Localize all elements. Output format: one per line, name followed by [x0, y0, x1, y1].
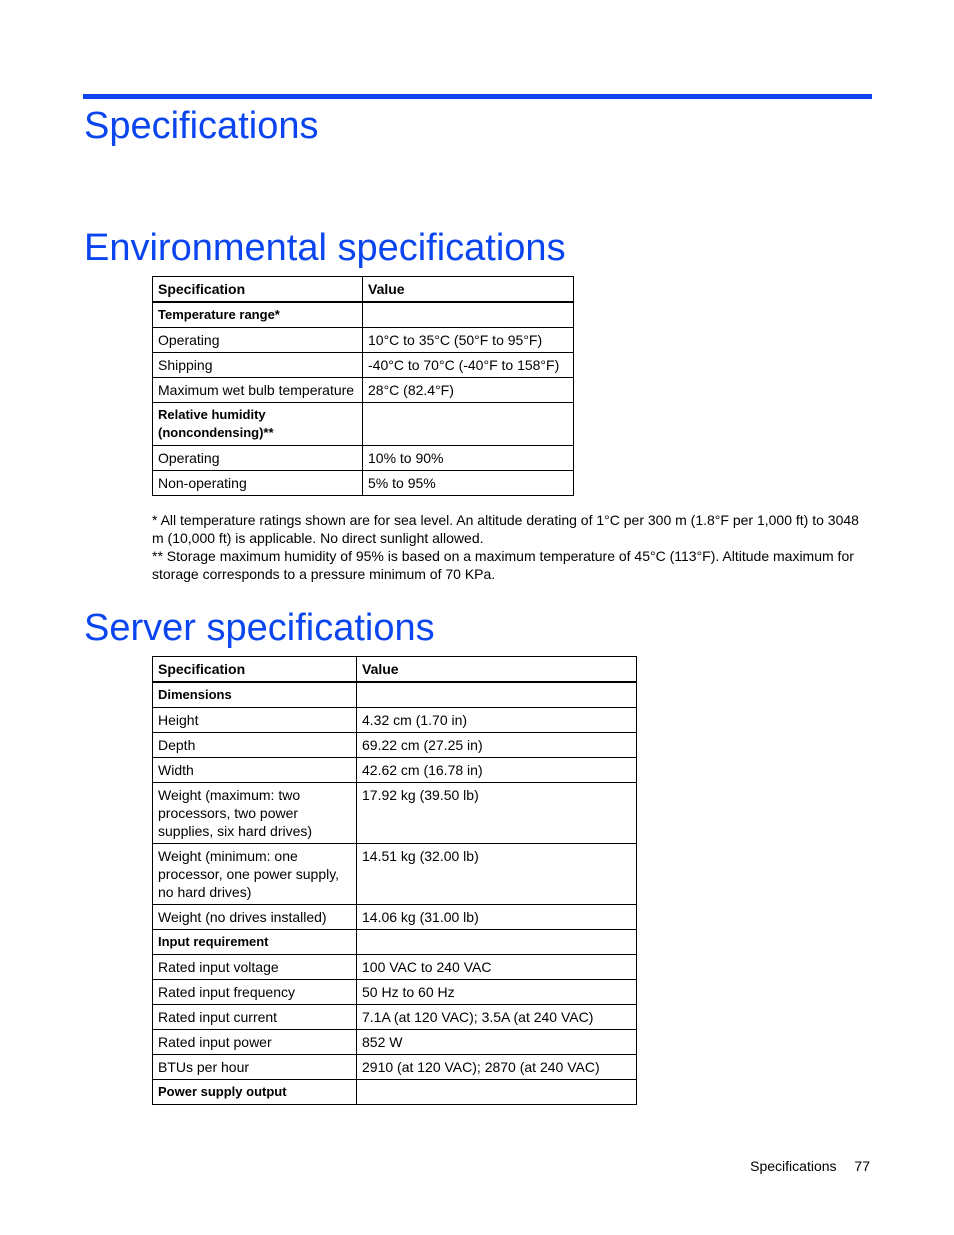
- row-label: Weight (no drives installed): [153, 905, 357, 930]
- footer-section: Specifications: [750, 1158, 837, 1174]
- table-row: [153, 905, 637, 930]
- row-label: BTUs per hour: [153, 1055, 357, 1080]
- row-value: 42.62 cm (16.78 in): [357, 758, 637, 783]
- env-specs-heading: Environmental specifications: [84, 227, 566, 269]
- row-value: 50 Hz to 60 Hz: [357, 980, 637, 1005]
- env-specs-table: [152, 276, 574, 496]
- table-row: [153, 403, 574, 446]
- row-value: [363, 302, 574, 328]
- env-table-body: [153, 302, 574, 496]
- server-table-body: [153, 682, 637, 1105]
- header-specification: Specification: [153, 657, 357, 683]
- footnote-humidity: ** Storage maximum humidity of 95% is based on a maximum temperature of 45°C (113°F). Altitude maximum for storage corresponds to a pressure minimum of 70 KPa.: [152, 548, 854, 582]
- row-value: [363, 403, 574, 446]
- row-label: Rated input voltage: [153, 955, 357, 980]
- server-specs-heading: Server specifications: [84, 607, 435, 649]
- row-label: Weight (maximum: two processors, two power supplies, six hard drives): [153, 783, 357, 844]
- row-label: Temperature range*: [153, 302, 363, 328]
- table-row: [153, 302, 574, 328]
- table-row: [153, 1080, 637, 1105]
- row-label: Rated input frequency: [153, 980, 357, 1005]
- row-value: 17.92 kg (39.50 lb): [357, 783, 637, 844]
- table-row: [153, 980, 637, 1005]
- row-value: -40°C to 70°C (-40°F to 158°F): [363, 353, 574, 378]
- table-row: [153, 471, 574, 496]
- server-specs-table: [152, 656, 637, 1105]
- row-label: Shipping: [153, 353, 363, 378]
- row-label: Non-operating: [153, 471, 363, 496]
- table-row: [153, 682, 637, 708]
- table-row: [153, 844, 637, 905]
- row-value: 5% to 95%: [363, 471, 574, 496]
- row-value: 852 W: [357, 1030, 637, 1055]
- table-row: [153, 733, 637, 758]
- row-value: 7.1A (at 120 VAC); 3.5A (at 240 VAC): [357, 1005, 637, 1030]
- row-label: Maximum wet bulb temperature: [153, 378, 363, 403]
- header-value: Value: [363, 277, 574, 303]
- table-header-row: [153, 277, 574, 303]
- table-row: [153, 328, 574, 353]
- header-value: Value: [357, 657, 637, 683]
- row-value: 14.51 kg (32.00 lb): [357, 844, 637, 905]
- row-value: 14.06 kg (31.00 lb): [357, 905, 637, 930]
- table-row: [153, 783, 637, 844]
- row-value: [357, 682, 637, 708]
- row-value: 69.22 cm (27.25 in): [357, 733, 637, 758]
- row-label: Input requirement: [153, 930, 357, 955]
- row-label: Width: [153, 758, 357, 783]
- table-row: [153, 1005, 637, 1030]
- row-value: [357, 930, 637, 955]
- table-row: [153, 758, 637, 783]
- row-label: Operating: [153, 328, 363, 353]
- footnotes: [152, 511, 872, 583]
- table-row: [153, 353, 574, 378]
- row-value: 2910 (at 120 VAC); 2870 (at 240 VAC): [357, 1055, 637, 1080]
- table-row: [153, 708, 637, 733]
- row-label: Rated input power: [153, 1030, 357, 1055]
- row-value: 10% to 90%: [363, 446, 574, 471]
- table-row: [153, 446, 574, 471]
- row-value: 10°C to 35°C (50°F to 95°F): [363, 328, 574, 353]
- table-row: [153, 378, 574, 403]
- page-title: Specifications: [84, 105, 319, 147]
- row-label: Depth: [153, 733, 357, 758]
- table-row: [153, 930, 637, 955]
- page-number: 77: [854, 1158, 870, 1174]
- table-row: [153, 1055, 637, 1080]
- row-value: 28°C (82.4°F): [363, 378, 574, 403]
- page-footer: [750, 1158, 870, 1174]
- header-specification: Specification: [153, 277, 363, 303]
- table-row: [153, 1030, 637, 1055]
- table-header-row: [153, 657, 637, 683]
- row-value: [357, 1080, 637, 1105]
- row-label: Dimensions: [153, 682, 357, 708]
- table-row: [153, 955, 637, 980]
- row-label: Weight (minimum: one processor, one power supply, no hard drives): [153, 844, 357, 905]
- top-rule: [83, 94, 872, 99]
- footnote-temperature: * All temperature ratings shown are for sea level. An altitude derating of 1°C per 300 m (1.8°F per 1,000 ft) to 3048 m (10,000 ft) is applicable. No direct sunlight allowed.: [152, 512, 859, 546]
- row-value: 100 VAC to 240 VAC: [357, 955, 637, 980]
- row-label: Power supply output: [153, 1080, 357, 1105]
- row-label: Operating: [153, 446, 363, 471]
- row-label: Rated input current: [153, 1005, 357, 1030]
- row-label: Relative humidity (noncondensing)**: [153, 403, 363, 446]
- row-label: Height: [153, 708, 357, 733]
- row-value: 4.32 cm (1.70 in): [357, 708, 637, 733]
